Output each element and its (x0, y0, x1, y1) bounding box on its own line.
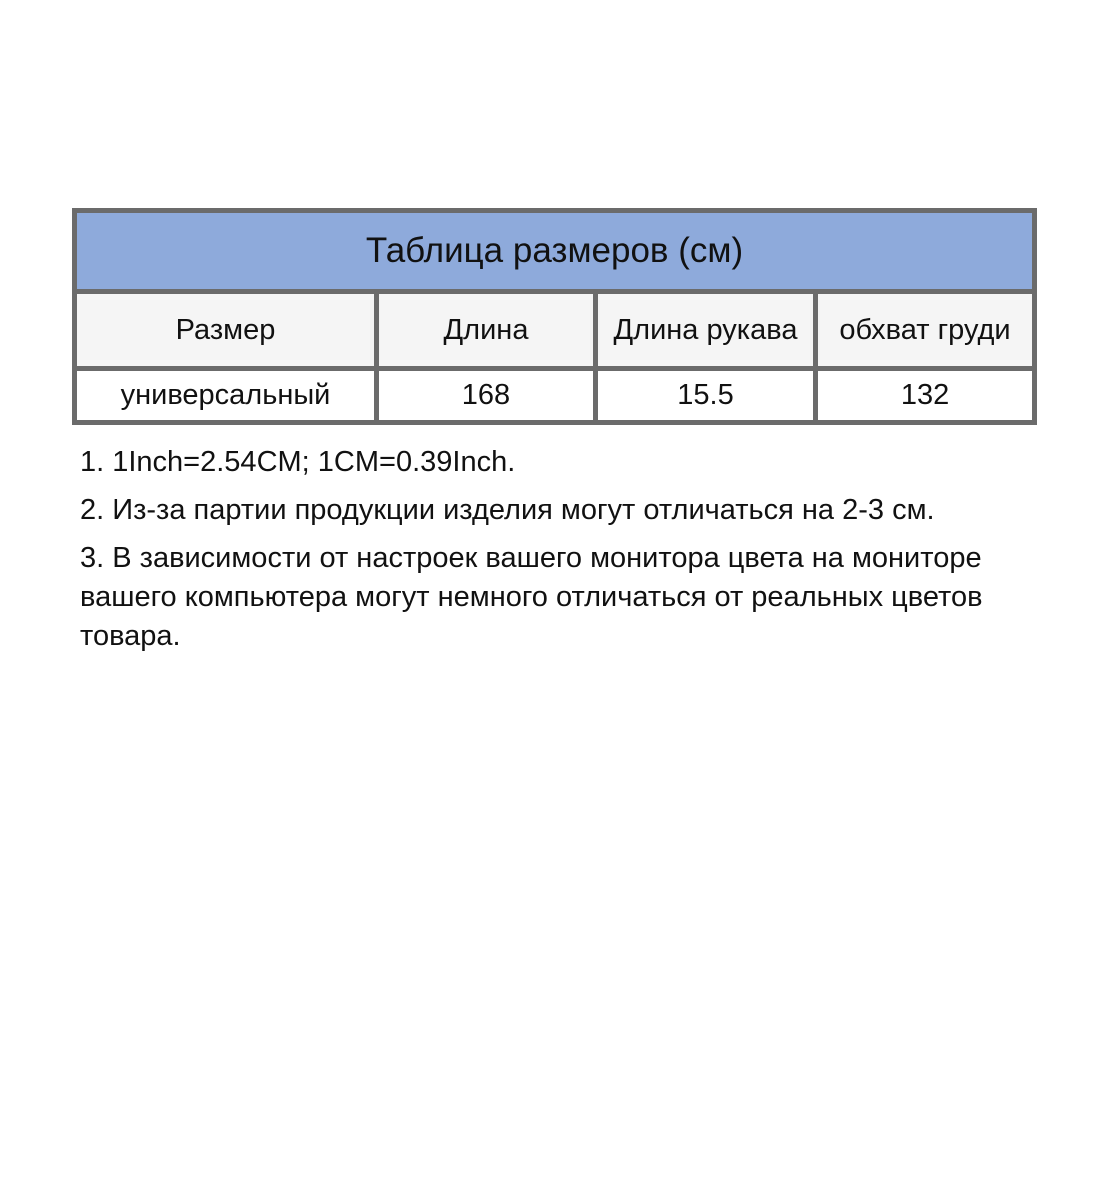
header-chest: обхват груди (816, 292, 1035, 369)
notes-list (80, 443, 1035, 665)
note-production-batch: 2. Из-за партии продукции изделия могут отличаться на 2-3 см. (80, 494, 935, 526)
note-conversion: 1. 1Inch=2.54CM; 1CM=0.39Inch. (80, 446, 516, 478)
size-chart-table (72, 208, 1037, 425)
cell-chest: 132 (816, 369, 1035, 423)
header-sleeve-length: Длина рукава (596, 292, 816, 369)
header-length: Длина (377, 292, 596, 369)
size-chart-header-row (75, 292, 1035, 369)
cell-size: универсальный (75, 369, 377, 423)
table-row (75, 369, 1035, 423)
note-monitor-color: 3. В зависимости от настроек вашего монитора цвета на мониторе вашего компьютера могут немного отличаться от реальных цветов товара. (80, 542, 983, 652)
cell-length: 168 (377, 369, 596, 423)
cell-sleeve-length: 15.5 (596, 369, 816, 423)
header-size: Размер (75, 292, 377, 369)
size-chart-title-row (75, 211, 1035, 292)
size-chart-title: Таблица размеров (см) (75, 211, 1035, 292)
